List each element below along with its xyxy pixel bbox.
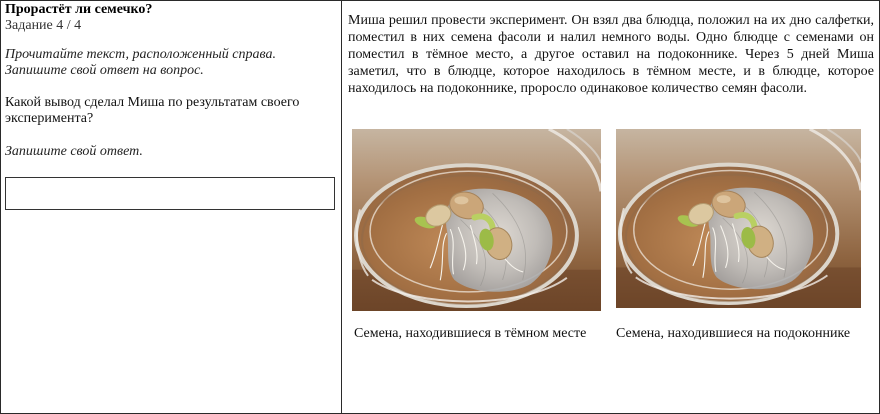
instruction-line: Запишите свой ответ на вопрос. [5,63,204,78]
instructions [5,47,335,79]
photo-dark-place [352,129,601,311]
task-title: Прорастёт ли семечко? [5,2,153,17]
question-text: Какой вывод сделал Миша по результатам своего эксперимента? [5,95,300,126]
answer-prompt: Запишите свой ответ. [5,144,143,159]
photo-windowsill [616,129,861,308]
task-counter: Задание 4 / 4 [5,18,82,33]
caption-windowsill: Семена, находившиеся на подоконнике [616,326,851,341]
caption-dark-place: Семена, находившиеся в тёмном месте [354,326,587,341]
paragraph-line: поместил в тёмное место, а другое оставил на подоконнике. Через 5 дней Миша [348,47,874,62]
paragraph-line: находилось на подоконнике, проросло одинаковое количество семян фасоли. [348,81,807,96]
task-panel [1,1,341,413]
text-panel [342,1,879,413]
answer-input[interactable] [5,177,335,210]
paragraph-line: заметил, что в блюдце, которое находилось в тёмном месте, и в блюдце, которое [348,64,874,79]
instruction-line: Прочитайте текст, расположенный справа. [5,47,276,62]
paragraph-line: Миша решил провести эксперимент. Он взял два блюдца, положил на их дно салфетки, [348,13,874,28]
story-paragraph [348,12,874,97]
paragraph-line: поместил в них семена фасоли и налил немного воды. Одно блюдце с семенами он [348,30,874,45]
